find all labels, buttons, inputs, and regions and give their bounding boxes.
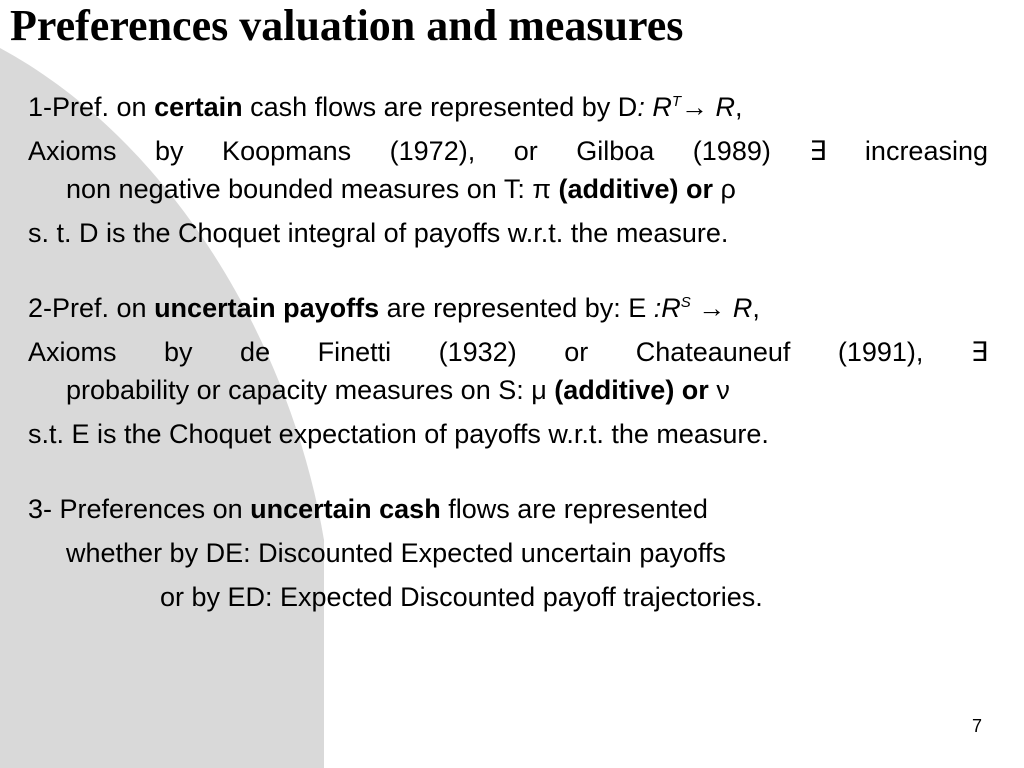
item2-map-from: R: [661, 293, 681, 323]
item1-pi-symbol: π: [532, 174, 551, 204]
item1-end: ,: [735, 92, 743, 122]
item2-map-sup: S: [680, 294, 691, 311]
item2-map-colon: :: [653, 293, 662, 323]
item1-such-that: s. t. D is the Choquet integral of payoffs w.r.t. the measure.: [28, 218, 729, 248]
item1-rho-symbol: ρ: [720, 174, 736, 204]
item1-map-sup: T: [671, 93, 681, 110]
item1-map-colon: :: [637, 92, 653, 122]
item1-mid: cash flows are represented by D: [242, 92, 638, 122]
item2-arrow-icon: →: [690, 293, 733, 323]
item3-prefix: 3- Preferences on: [28, 494, 251, 524]
item2-bold-uncertain-payoffs: uncertain payoffs: [154, 293, 380, 323]
item1-map-to: R: [715, 92, 736, 122]
item1-axioms-line2: [28, 170, 988, 208]
item3-option-de: whether by DE: Discounted Expected uncertain payoffs: [66, 538, 726, 568]
item3-end: flows are represented: [440, 494, 708, 524]
item1-statement: [28, 88, 988, 126]
item2-such-that: s.t. E is the Choquet expectation of payoffs w.r.t. the measure.: [28, 419, 769, 449]
item1-axioms-line2-text: non negative bounded measures on T:: [66, 174, 533, 204]
item2-axioms-line2: [28, 371, 988, 409]
slide-title: Preferences valuation and measures: [10, 1, 684, 50]
item3-option-ed: or by ED: Expected Discounted payoff trajectories.: [160, 582, 763, 612]
page-number: 7: [972, 716, 983, 736]
item3-bold-uncertain-cash: uncertain cash: [250, 494, 441, 524]
item2-statement: [28, 289, 988, 327]
item2-nu-symbol: ν: [716, 375, 730, 405]
item2-axioms-line1: Axioms by de Finetti (1932) or Chateauneuf (1991), ∃: [28, 337, 988, 367]
item1-arrow-icon: →: [681, 92, 708, 122]
item1-bold-certain: certain: [154, 92, 243, 122]
item1-additive-or: (additive) or: [550, 174, 721, 204]
item2-end: ,: [752, 293, 760, 323]
slide-content: [28, 88, 988, 616]
item1-prefix: 1-Pref. on: [28, 92, 155, 122]
item1-axioms-line1: Axioms by Koopmans (1972), or Gilboa (1989) ∃ increasing: [28, 136, 988, 166]
item2-mu-symbol: μ: [531, 375, 547, 405]
item2-prefix: 2-Pref. on: [28, 293, 155, 323]
item2-axioms-line2-text: probability or capacity measures on S:: [66, 375, 532, 405]
item2-mid: are represented by: E: [379, 293, 654, 323]
item3-statement: [28, 490, 988, 528]
item1-map-from: R: [652, 92, 672, 122]
item2-additive-or: (additive) or: [546, 375, 717, 405]
item2-map-to: R: [732, 293, 753, 323]
